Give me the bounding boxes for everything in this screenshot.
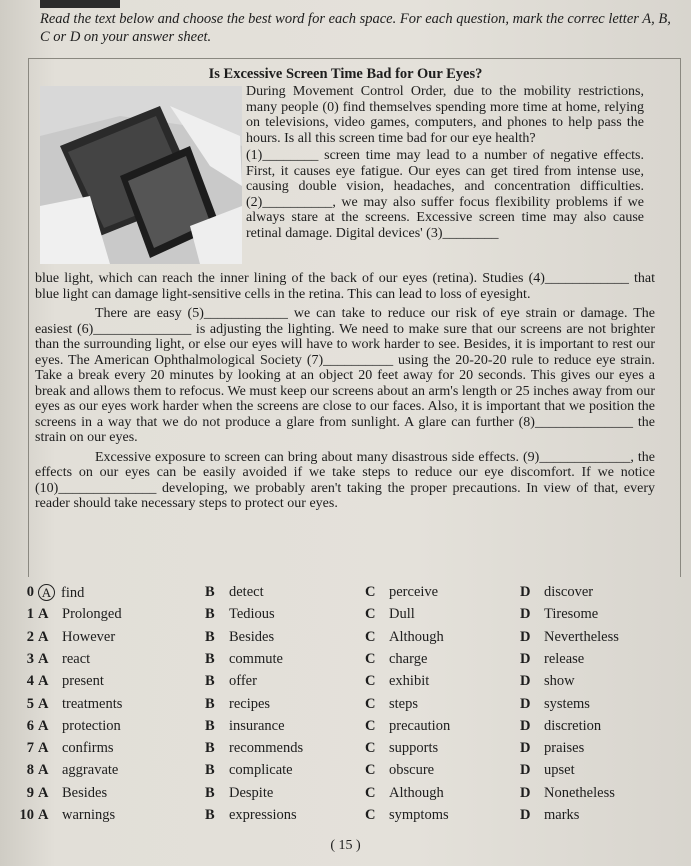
option-letter: C: [365, 695, 376, 712]
paragraph-1: During Movement Control Order, due to the mobility restrictions, many people (0) find themselves spending more time at home, relying on televisions, video games, computers, and phones to help pass the hours. Is all this screen time bad for our eye health?: [246, 84, 644, 146]
option-c[interactable]: [365, 696, 418, 713]
option-letter: A: [38, 584, 55, 601]
option-d[interactable]: [520, 740, 584, 757]
option-text: systems: [544, 695, 590, 712]
option-letter: B: [205, 784, 215, 801]
header-tag: [40, 0, 120, 8]
option-letter: C: [365, 628, 376, 645]
option-letter: B: [205, 695, 215, 712]
option-text: offer: [229, 673, 257, 690]
option-letter: B: [205, 628, 215, 645]
option-letter: A: [38, 807, 49, 823]
option-letter: C: [365, 807, 376, 823]
option-a[interactable]: [38, 696, 122, 713]
option-letter: A: [38, 650, 49, 667]
option-letter: A: [38, 717, 49, 734]
option-a[interactable]: [38, 718, 121, 735]
option-text: detect: [229, 584, 264, 600]
option-a[interactable]: [38, 762, 118, 779]
passage-full-text: [35, 271, 655, 512]
option-letter: B: [205, 807, 215, 823]
page-number: ( 15 ): [330, 838, 361, 853]
option-text: Although: [389, 784, 444, 801]
option-text: expressions: [229, 807, 297, 823]
option-row: [0, 584, 691, 606]
option-text: show: [544, 673, 575, 690]
option-text: insurance: [229, 717, 285, 734]
option-a[interactable]: [38, 807, 115, 824]
option-text: aggravate: [62, 762, 119, 779]
option-letter: D: [520, 807, 531, 823]
option-d[interactable]: [520, 807, 579, 824]
option-letter: D: [520, 606, 531, 623]
option-letter: C: [365, 717, 376, 734]
option-letter: A: [38, 673, 49, 690]
option-text: upset: [544, 762, 575, 779]
option-text: symptoms: [389, 807, 449, 823]
option-row: [0, 718, 691, 740]
question-number: 4: [26, 673, 34, 690]
option-letter: C: [365, 762, 376, 779]
option-text: exhibit: [389, 673, 430, 690]
option-text: obscure: [389, 762, 435, 779]
question-number: 3: [26, 650, 34, 667]
option-row: [0, 673, 691, 695]
option-text: commute: [229, 650, 283, 667]
option-text: Tiresome: [544, 606, 599, 623]
option-letter: C: [365, 584, 376, 600]
option-text: steps: [389, 695, 418, 712]
option-b[interactable]: [205, 651, 283, 668]
option-row: [0, 762, 691, 784]
option-b[interactable]: [205, 673, 257, 690]
option-text: recipes: [229, 695, 271, 712]
option-text: supports: [389, 740, 439, 757]
option-letter: B: [205, 606, 215, 623]
question-number: 7: [26, 740, 34, 757]
option-text: discretion: [544, 717, 602, 734]
option-row: [0, 696, 691, 718]
option-row: [0, 651, 691, 673]
option-letter: D: [520, 695, 531, 712]
option-text: release: [544, 650, 585, 667]
question-number: 2: [26, 628, 34, 645]
option-text: marks: [544, 807, 580, 823]
option-b[interactable]: [205, 629, 274, 646]
option-text: Tedious: [229, 606, 275, 623]
passage-title: Is Excessive Screen Time Bad for Our Eyes?: [208, 66, 483, 82]
option-d[interactable]: [520, 584, 593, 601]
option-a[interactable]: [38, 584, 84, 602]
option-letter: B: [205, 673, 215, 690]
option-text: Nonetheless: [544, 784, 615, 801]
option-letter: B: [205, 584, 215, 600]
option-letter: C: [365, 784, 376, 801]
option-d[interactable]: [520, 785, 615, 802]
question-number: 1: [26, 606, 34, 623]
option-b[interactable]: [205, 807, 297, 824]
option-a[interactable]: [38, 740, 114, 757]
option-c[interactable]: [365, 718, 450, 735]
option-text: praises: [544, 740, 585, 757]
option-text: Although: [389, 628, 444, 645]
option-text: Besides: [229, 628, 275, 645]
option-text: Prolonged: [62, 606, 122, 623]
option-c[interactable]: [365, 807, 449, 824]
option-d[interactable]: [520, 606, 598, 623]
option-letter: D: [520, 628, 531, 645]
option-a[interactable]: [38, 785, 107, 802]
option-c[interactable]: [365, 606, 415, 623]
paragraph-3: There are easy (5)____________ we can take to reduce our risk of eye strain or damage. The easiest (6)______________ is adjusting the lighting. We need to make sure that our screens are not brighter than the surrounding light, or else our eyes will have to work harder to see. Besides, it is important to rest our eyes. The American Ophthalmological Society (7)__________ using the 20-20-20 rule to reduce eye strain. Take a break every 20 minutes by looking at an object 20 feet away for 20 seconds. This gives our eyes a break and allows them to refocus. We must keep our screens about an arm's length or 25 inches away from our eyes as our eyes work harder when the screens are close to our faces. Also, it is important that we position the screens in a way that we do not produce a glare from sunlight. A glare can further (8)______________ the strain on our eyes.: [35, 306, 655, 445]
question-number: 0: [26, 584, 34, 600]
option-a[interactable]: [38, 651, 90, 668]
instruction-text: Read the text below and choose the best word for each space. For each question, mark the correc letter A, B, C or D on your answer sheet.: [40, 11, 671, 45]
option-letter: D: [520, 673, 531, 690]
option-text: complicate: [229, 762, 293, 779]
option-c[interactable]: [365, 740, 438, 757]
option-letter: A: [38, 762, 49, 779]
option-row: [0, 740, 691, 762]
option-text: Dull: [389, 606, 415, 623]
option-b[interactable]: [205, 718, 285, 735]
option-letter: B: [205, 740, 215, 757]
option-a[interactable]: [38, 673, 104, 690]
option-b[interactable]: [205, 785, 273, 802]
option-text: discover: [544, 584, 594, 600]
question-number: 5: [26, 695, 34, 712]
question-number: 9: [26, 784, 34, 801]
option-letter: C: [365, 673, 376, 690]
passage-wrapped-text: [246, 84, 644, 241]
option-c[interactable]: [365, 629, 444, 646]
option-letter: A: [38, 606, 49, 623]
option-a[interactable]: [38, 629, 115, 646]
option-row: [0, 629, 691, 651]
option-text: react: [62, 650, 91, 667]
option-text: charge: [389, 650, 428, 667]
option-letter: D: [520, 762, 531, 779]
question-number: 6: [26, 717, 34, 734]
option-row: [0, 606, 691, 628]
option-letter: B: [205, 717, 215, 734]
option-letter: A: [38, 740, 49, 757]
option-letter: B: [205, 650, 215, 667]
option-b[interactable]: [205, 584, 264, 601]
option-text: confirms: [62, 740, 114, 757]
option-b[interactable]: [205, 740, 303, 757]
option-text: protection: [62, 717, 121, 734]
option-c[interactable]: [365, 651, 427, 668]
paragraph-2-end: blue light, which can reach the inner lining of the back of our eyes (retina). Studies (4)____________ that blue light can damage light-sensitive cells in the retina. This can lead to loss of eyesight.: [35, 271, 655, 302]
option-row: [0, 785, 691, 807]
option-d[interactable]: [520, 629, 619, 646]
option-c[interactable]: [365, 673, 429, 690]
option-letter: C: [365, 740, 376, 757]
option-letter: C: [365, 650, 376, 667]
option-c[interactable]: [365, 584, 438, 601]
paragraph-2-start: (1)________ screen time may lead to a number of negative effects. First, it causes eye fatigue. Our eyes can get tired from intense use, causing double vision, headaches, and concentration difficulties. (2)__________, we may also suffer focus flexibility problems if we always stare at the screens. Excessive screen time may also cause retinal damage. Digital devices' (3)________: [246, 148, 644, 241]
option-text: Besides: [62, 784, 108, 801]
option-letter: D: [520, 717, 531, 734]
option-text: warnings: [62, 807, 116, 823]
option-letter: B: [205, 762, 215, 779]
option-c[interactable]: [365, 762, 434, 779]
question-number: 10: [19, 807, 34, 823]
option-letter: A: [38, 628, 49, 645]
option-letter: D: [520, 650, 531, 667]
option-text: Despite: [229, 784, 274, 801]
option-d[interactable]: [520, 696, 590, 713]
option-d[interactable]: [520, 762, 575, 779]
paragraph-4: Excessive exposure to screen can bring about many disastrous side effects. (9)_____________, the effects on our eyes can be easily avoided if we take steps to reduce our eye discomfort. If we notice (10)______________ developing, we probably aren't taking the proper precautions. In view of that, every reader should take necessary steps to protect our eyes.: [35, 449, 655, 511]
option-a[interactable]: [38, 606, 122, 623]
option-text: precaution: [389, 717, 451, 734]
option-b[interactable]: [205, 696, 270, 713]
option-text: However: [62, 628, 116, 645]
question-number: 8: [26, 762, 34, 779]
option-b[interactable]: [205, 606, 275, 623]
option-text: perceive: [389, 584, 439, 600]
option-c[interactable]: [365, 785, 444, 802]
option-text: recommends: [229, 740, 304, 757]
option-d[interactable]: [520, 651, 584, 668]
option-letter: A: [38, 784, 49, 801]
option-letter: A: [38, 695, 49, 712]
option-text: treatments: [62, 695, 123, 712]
option-d[interactable]: [520, 718, 601, 735]
option-letter: D: [520, 740, 531, 757]
phones-photo: [40, 86, 242, 264]
option-d[interactable]: [520, 673, 575, 690]
option-text: find: [61, 585, 85, 601]
option-text: present: [62, 673, 104, 690]
option-b[interactable]: [205, 762, 293, 779]
option-letter: D: [520, 784, 531, 801]
option-letter: C: [365, 606, 376, 623]
option-text: Nevertheless: [544, 628, 619, 645]
option-row: [0, 807, 691, 829]
option-letter: D: [520, 584, 531, 600]
